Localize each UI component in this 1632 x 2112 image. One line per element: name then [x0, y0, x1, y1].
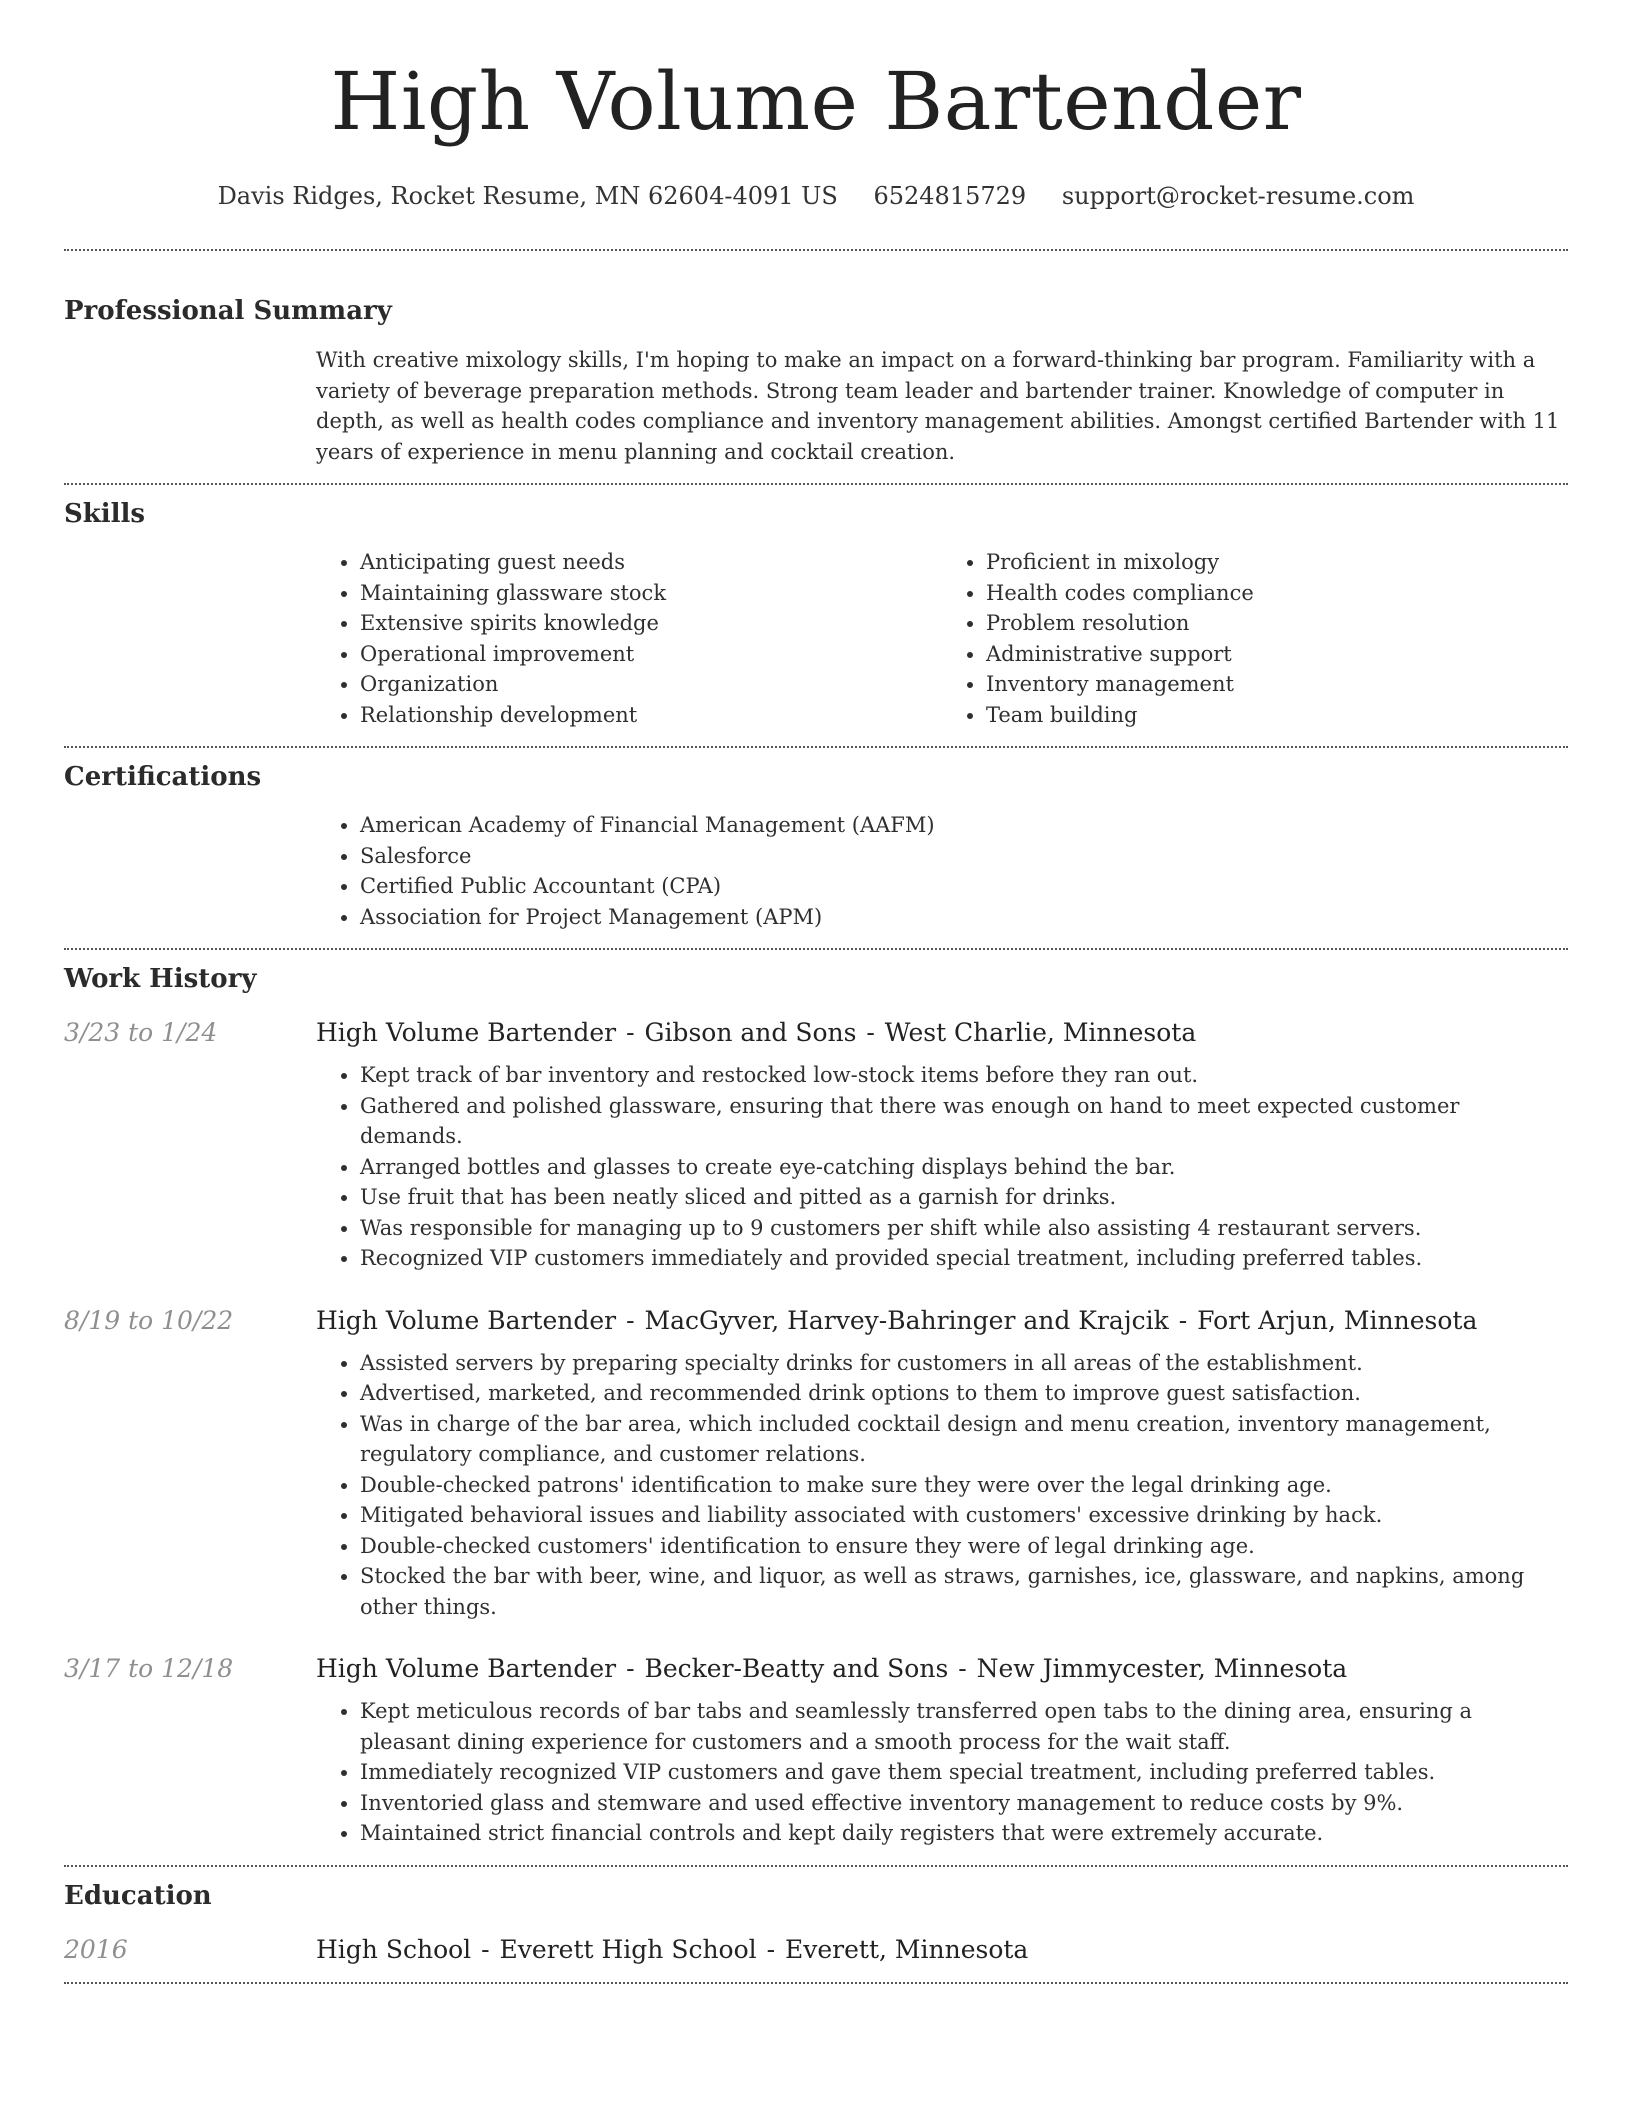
certification-item: • Salesforce — [360, 841, 1568, 872]
certifications-section — [64, 760, 1568, 932]
education-school: Everett High School — [499, 1934, 757, 1964]
education-location: Everett, Minnesota — [785, 1934, 1029, 1964]
job-title — [316, 1306, 1477, 1335]
skill-item: • Maintaining glassware stock — [360, 578, 942, 609]
skill-item: • Anticipating guest needs — [360, 547, 942, 578]
divider — [64, 249, 1568, 251]
job-bullet: • Advertised, marketed, and recommended drink options to them to improve guest satisfaction. — [360, 1378, 1568, 1409]
certification-item: • Association for Project Management (APM) — [360, 902, 1568, 933]
certifications-content — [316, 810, 1568, 932]
job-bullet: • Assisted servers by preparing specialty drinks for customers in all areas of the establishment. — [360, 1348, 1568, 1379]
divider — [64, 483, 1568, 485]
job-company: MacGyver, Harvey-Bahringer and Krajcik — [644, 1305, 1169, 1335]
summary-content — [316, 345, 1568, 467]
job-bullets — [316, 1696, 1568, 1849]
education-title: Education — [64, 1880, 212, 1911]
job-header — [64, 1654, 1568, 1683]
certification-item: • American Academy of Financial Management (AAFM) — [360, 810, 1568, 841]
certifications-title: Certifications — [64, 762, 262, 792]
separator: - — [858, 1018, 883, 1047]
contact-line — [64, 180, 1568, 212]
education-degree: High School — [316, 1934, 472, 1964]
skill-item: • Operational improvement — [360, 639, 942, 670]
job-bullet: • Kept track of bar inventory and restocked low-stock items before they ran out. — [360, 1060, 1568, 1091]
divider — [64, 948, 1568, 950]
job-bullets — [316, 1060, 1568, 1274]
skill-item: • Proficient in mixology — [986, 547, 1568, 578]
contact-address: Davis Ridges, Rocket Resume, MN 62604-4091 US — [217, 182, 838, 210]
skill-item: • Health codes compliance — [986, 578, 1568, 609]
job-header — [64, 1306, 1568, 1335]
summary-text: With creative mixology skills, I'm hoping to make an impact on a forward-thinking bar program. Familiarity with a variety of beverage preparation methods. Strong team leader and bartender trainer. Knowledge of computer in depth, as well as health codes compliance and inventory management abilities. Amongst certified Bartender with 11 years of experience in menu planning and cocktail creation. — [316, 348, 1560, 464]
job-entry — [64, 1306, 1568, 1623]
skill-item: • Extensive spirits knowledge — [360, 608, 942, 639]
divider — [64, 1982, 1568, 1984]
summary-section — [64, 294, 1568, 467]
job-bullet: • Inventoried glass and stemware and used effective inventory management to reduce costs by 9%. — [360, 1788, 1568, 1819]
job-bullet: • Stocked the bar with beer, wine, and liquor, as well as straws, garnishes, ice, glassware, and napkins, among other things. — [360, 1561, 1568, 1622]
divider — [64, 1865, 1568, 1867]
job-bullet: • Was in charge of the bar area, which included cocktail design and menu creation, inventory management, regulatory compliance, and customer relations. — [360, 1409, 1568, 1470]
separator: - — [1170, 1305, 1196, 1335]
job-role: High Volume Bartender — [316, 1305, 617, 1335]
job-role: High Volume Bartender — [316, 1654, 617, 1683]
job-location: New Jimmycester, Minnesota — [976, 1654, 1348, 1683]
job-bullet: • Was responsible for managing up to 9 customers per shift while also assisting 4 restaurant servers. — [360, 1213, 1568, 1244]
job-bullet: • Use fruit that has been neatly sliced and pitted as a garnish for drinks. — [360, 1182, 1568, 1213]
separator: - — [473, 1934, 498, 1964]
job-header — [64, 1018, 1568, 1047]
separator: - — [618, 1654, 643, 1683]
job-company: Gibson and Sons — [644, 1018, 857, 1047]
divider — [64, 746, 1568, 748]
job-bullet: • Maintained strict financial controls and kept daily registers that were extremely accurate. — [360, 1818, 1568, 1849]
contact-email[interactable]: support@rocket-resume.com — [1061, 182, 1415, 210]
certifications-list — [316, 810, 1568, 932]
job-role: High Volume Bartender — [316, 1018, 617, 1047]
skills-grid — [316, 547, 1568, 730]
job-title — [316, 1654, 1347, 1683]
skill-item: • Relationship development — [360, 700, 942, 731]
work-title: Work History — [64, 964, 257, 994]
skills-list-left — [316, 547, 942, 730]
job-location: Fort Arjun, Minnesota — [1197, 1305, 1478, 1335]
education-title-line — [316, 1935, 1028, 1964]
job-bullet: • Arranged bottles and glasses to create eye-catching displays behind the bar. — [360, 1152, 1568, 1183]
job-dates: 3/23 to 1/24 — [64, 1018, 218, 1047]
separator: - — [618, 1018, 643, 1047]
skills-section — [64, 497, 1568, 730]
resume-name: High Volume Bartender — [330, 55, 1302, 148]
certification-item: • Certified Public Accountant (CPA) — [360, 871, 1568, 902]
job-bullet: • Mitigated behavioral issues and liability associated with customers' excessive drinking by hack. — [360, 1500, 1568, 1531]
skill-item: • Organization — [360, 669, 942, 700]
separator: - — [618, 1305, 643, 1335]
separator: - — [758, 1934, 784, 1964]
skill-item: • Administrative support — [986, 639, 1568, 670]
skill-item: • Inventory management — [986, 669, 1568, 700]
job-entry — [64, 1654, 1568, 1849]
job-bullet: • Double-checked patrons' identification to make sure they were over the legal drinking age. — [360, 1470, 1568, 1501]
education-dates: 2016 — [64, 1934, 128, 1964]
job-bullet: • Double-checked customers' identification to ensure they were of legal drinking age. — [360, 1531, 1568, 1562]
contact-phone: 6524815729 — [873, 182, 1027, 210]
education-section — [64, 1879, 1568, 1964]
skill-item: • Problem resolution — [986, 608, 1568, 639]
separator: - — [950, 1654, 975, 1683]
skills-list-right — [942, 547, 1568, 730]
job-dates: 3/17 to 12/18 — [64, 1654, 234, 1683]
job-bullet: • Immediately recognized VIP customers and gave them special treatment, including preferred tables. — [360, 1757, 1568, 1788]
job-bullet: • Kept meticulous records of bar tabs and seamlessly transferred open tabs to the dining area, ensuring a pleasant dining experience for customers and a smooth process for the wait staff. — [360, 1696, 1568, 1757]
summary-title: Professional Summary — [64, 296, 392, 326]
job-bullets — [316, 1348, 1568, 1623]
job-location: West Charlie, Minnesota — [884, 1018, 1197, 1047]
job-company: Becker-Beatty and Sons — [644, 1654, 949, 1683]
job-title — [316, 1018, 1196, 1047]
job-entry — [64, 1018, 1568, 1274]
work-section — [64, 962, 1568, 1849]
skill-item: • Team building — [986, 700, 1568, 731]
skills-title: Skills — [64, 499, 146, 529]
job-bullet: • Recognized VIP customers immediately and provided special treatment, including preferred tables. — [360, 1243, 1568, 1274]
job-bullet: • Gathered and polished glassware, ensuring that there was enough on hand to meet expected customer demands. — [360, 1091, 1568, 1152]
education-entry — [64, 1935, 1568, 1964]
job-dates: 8/19 to 10/22 — [64, 1305, 234, 1335]
